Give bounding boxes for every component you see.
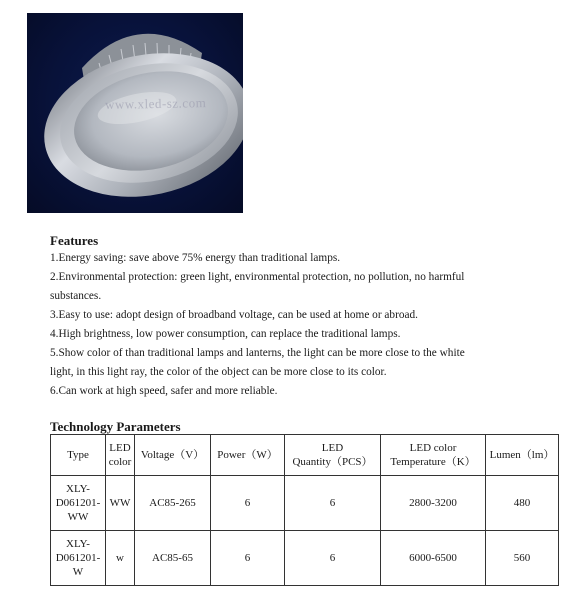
cell-led-color: w [106,531,135,586]
header-color-temperature: LED color Temperature（K） [381,435,486,476]
cell-type: XLY- D061201- W [51,531,106,586]
features-list [50,249,550,401]
header-voltage: Voltage（V） [135,435,211,476]
table-row [51,476,559,531]
cell-color-temperature: 2800-3200 [381,476,486,531]
feature-line: 1.Energy saving: save above 75% energy than traditional lamps. [50,252,341,264]
table-row [51,531,559,586]
header-type: Type [51,435,106,476]
cell-lumen: 560 [486,531,559,586]
parameters-table [50,434,559,586]
feature-line: light, in this light ray, the color of the object can be more close to its color. [50,366,387,378]
feature-line: 6.Can work at high speed, safer and more reliable. [50,385,278,397]
cell-power: 6 [211,476,285,531]
cell-type: XLY- D061201- WW [51,476,106,531]
cell-voltage: AC85-265 [135,476,211,531]
feature-line: 4.High brightness, low power consumption, can replace the traditional lamps. [50,328,401,340]
cell-led-quantity: 6 [285,531,381,586]
table-header-row [51,435,559,476]
cell-lumen: 480 [486,476,559,531]
cell-led-color: WW [106,476,135,531]
cell-led-quantity: 6 [285,476,381,531]
feature-line: 3.Easy to use: adopt design of broadband voltage, can be used at home or abroad. [50,309,418,321]
feature-line: 5.Show color of than traditional lamps and lanterns, the light can be more close to the white [50,347,465,359]
product-photo [27,13,243,213]
features-heading: Features [50,233,99,248]
cell-color-temperature: 6000-6500 [381,531,486,586]
header-lumen: Lumen（lm） [486,435,559,476]
parameters-heading: Technology Parameters [50,419,181,434]
header-power: Power（W） [211,435,285,476]
downlight-illustration [27,13,243,213]
header-led-quantity: LED Quantity（PCS） [285,435,381,476]
watermark: www.xled-sz.com [104,95,207,112]
feature-line: 2.Environmental protection: green light, environmental protection, no pollution, no harmful [50,271,465,283]
feature-line: substances. [50,290,102,302]
cell-voltage: AC85-65 [135,531,211,586]
header-led-color: LED color [106,435,135,476]
cell-power: 6 [211,531,285,586]
